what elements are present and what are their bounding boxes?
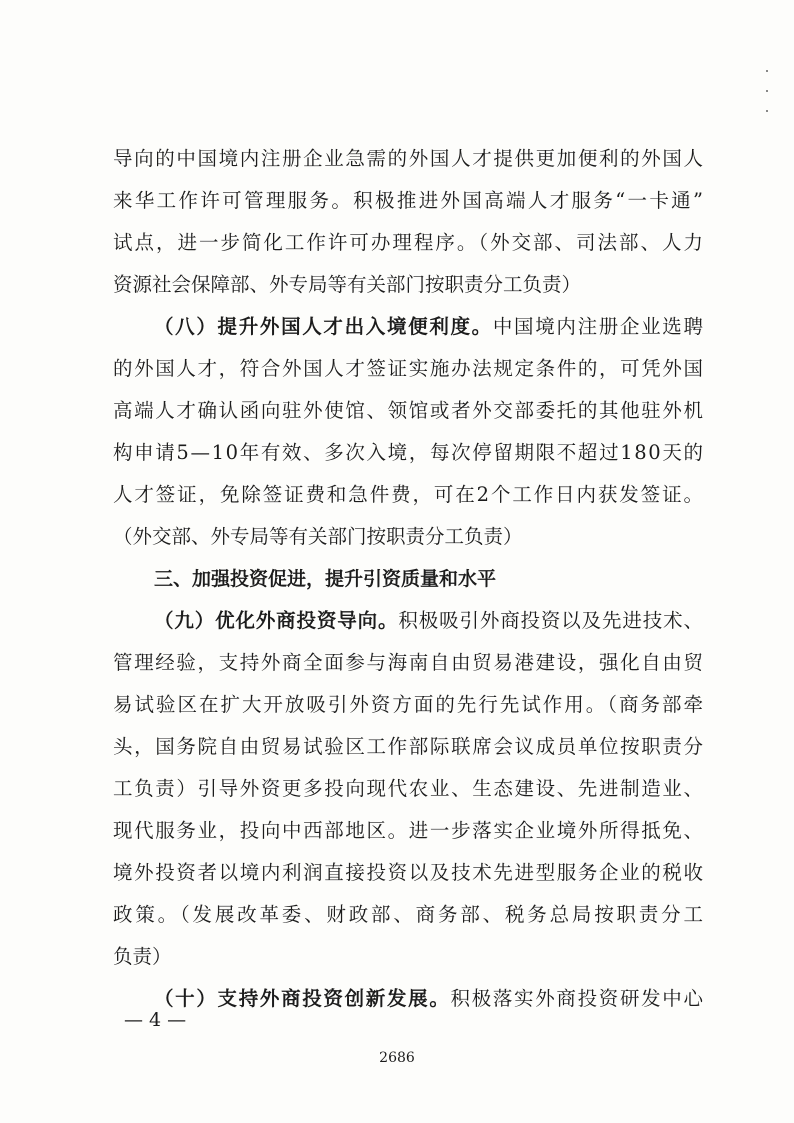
text-line: 高端人才确认函向驻外使馆、领馆或者外交部委托的其他驻外机 bbox=[113, 399, 705, 422]
text-line: 资源社会保障部、外专局等有关部门按职责分工负责） bbox=[113, 273, 582, 296]
section-10-title: （十）支持外商投资创新发展。 bbox=[154, 987, 451, 1010]
scan-mark bbox=[766, 90, 768, 92]
section-9-paragraph-start bbox=[113, 600, 703, 642]
page-number: — 4 — bbox=[124, 1009, 187, 1031]
text-line: 构申请5—10年有效、多次入境，每次停留期限不超过180天的 bbox=[113, 441, 705, 464]
text-line: 易试验区在扩大开放吸引外资方面的先行先试作用。（商务部牵 bbox=[113, 693, 705, 716]
scan-mark bbox=[766, 70, 768, 72]
margin-marks bbox=[766, 70, 774, 130]
text-line: 工负责）引导外资更多投向现代农业、生态建设、先进制造业、 bbox=[113, 777, 705, 800]
text-line: （外交部、外专局等有关部门按职责分工负责） bbox=[113, 525, 523, 548]
text-line: 来华工作许可管理服务。积极推进外国高端人才服务“一卡通” bbox=[113, 189, 706, 212]
section-8-paragraph-start bbox=[113, 306, 703, 348]
text-line: 现代服务业，投向中西部地区。进一步落实企业境外所得抵免、 bbox=[113, 819, 705, 842]
text-line: 头，国务院自由贸易试验区工作部际联席会议成员单位按职责分 bbox=[113, 735, 705, 758]
text-line: 负责） bbox=[113, 945, 172, 968]
text-line: 政策。（发展改革委、财政部、商务部、税务总局按职责分工 bbox=[113, 903, 706, 926]
section-9-title: （九）优化外商投资导向。 bbox=[154, 609, 399, 632]
text-line: 管理经验，支持外商全面参与海南自由贸易港建设，强化自由贸 bbox=[113, 651, 705, 674]
section-heading: 三、加强投资促进，提升引资质量和水平 bbox=[154, 568, 497, 590]
text-line: 人才签证，免除签证费和急件费，可在2个工作日内获发签证。 bbox=[113, 483, 705, 506]
section-10-paragraph-start bbox=[113, 978, 703, 1020]
text-run: 中国境内注册企业选聘 bbox=[492, 315, 705, 338]
section-8-title: （八）提升外国人才出入境便利度。 bbox=[154, 315, 493, 338]
body-text bbox=[113, 138, 706, 1020]
scan-mark bbox=[766, 110, 768, 112]
text-line: 的外国人才，符合外国人才签证实施办法规定条件的，可凭外国 bbox=[113, 357, 705, 380]
text-run: 积极落实外商投资研发中心 bbox=[450, 987, 705, 1010]
text-line: 试点，进一步简化工作许可办理程序。（外交部、司法部、人力 bbox=[113, 231, 705, 254]
footer-number: 2686 bbox=[379, 1050, 415, 1066]
text-line: 导向的中国境内注册企业急需的外国人才提供更加便利的外国人 bbox=[113, 147, 705, 170]
text-line: 境外投资者以境内利润直接投资以及技术先进型服务企业的税收 bbox=[113, 861, 705, 884]
text-run: 积极吸引外商投资以及先进技术、 bbox=[398, 609, 704, 632]
